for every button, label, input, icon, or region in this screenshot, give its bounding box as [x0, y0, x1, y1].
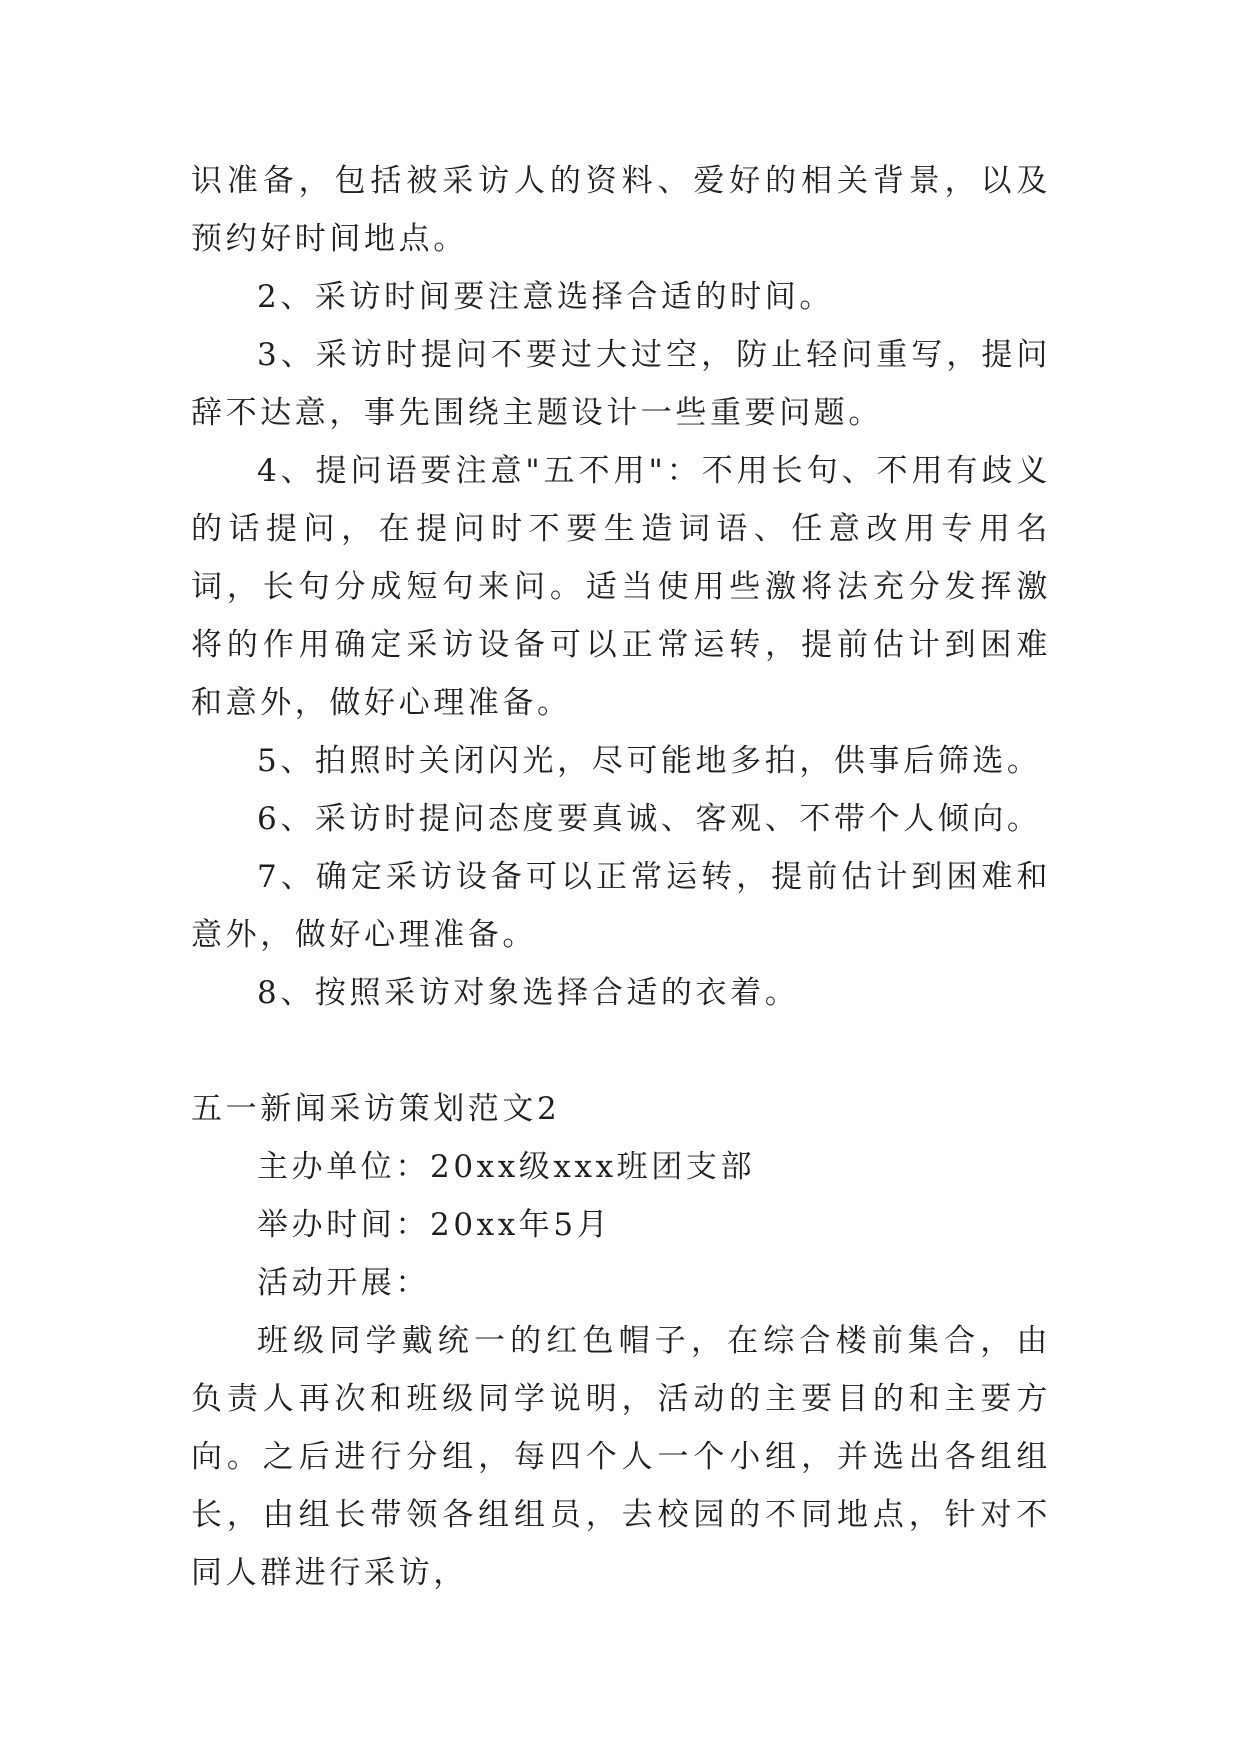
paragraph-item-3: 3、采访时提问不要过大过空，防止轻问重写，提问辞不达意，事先围绕主题设计一些重要问题。 [191, 337, 1051, 431]
paragraph-item-4: 4、提问语要注意"五不用"：不用长句、不用有歧义的话提问，在提问时不要生造词语、任意改用专用名词，长句分成短句来问。适当使用些激将法充分发挥激将的作用确定采访设备可以正常运转，提前估计到困难和意外，做好心理准备。 [191, 453, 1051, 721]
time-line: 举办时间：20xx年5月 [257, 1207, 612, 1243]
organizer-line: 主办单位：20xx级xxx班团支部 [257, 1149, 756, 1185]
paragraph-prep-continued: 识准备，包括被采访人的资料、爱好的相关背景，以及预约好时间地点。 [191, 163, 1051, 257]
paragraph-item-8: 8、按照采访对象选择合适的衣着。 [257, 975, 800, 1011]
paragraph-item-2: 2、采访时间要注意选择合适的时间。 [257, 279, 834, 315]
section-title: 五一新闻采访策划范文2 [191, 1091, 561, 1127]
section-gap [191, 1022, 1051, 1080]
paragraph-item-5: 5、拍照时关闭闪光，尽可能地多拍，供事后筛选。 [257, 743, 1042, 779]
paragraph-item-6: 6、采访时提问态度要真诚、客观、不带个人倾向。 [257, 801, 1042, 837]
paragraph-item-7: 7、确定采访设备可以正常运转，提前估计到困难和意外，做好心理准备。 [191, 859, 1051, 953]
activity-label: 活动开展： [257, 1265, 430, 1301]
document-body [191, 152, 1051, 1602]
activity-body: 班级同学戴统一的红色帽子，在综合楼前集合，由负责人再次和班级同学说明，活动的主要目的和主要方向。之后进行分组，每四个人一个小组，并选出各组组长，由组长带领各组组员，去校园的不同地点，针对不同人群进行采访， [191, 1323, 1051, 1591]
